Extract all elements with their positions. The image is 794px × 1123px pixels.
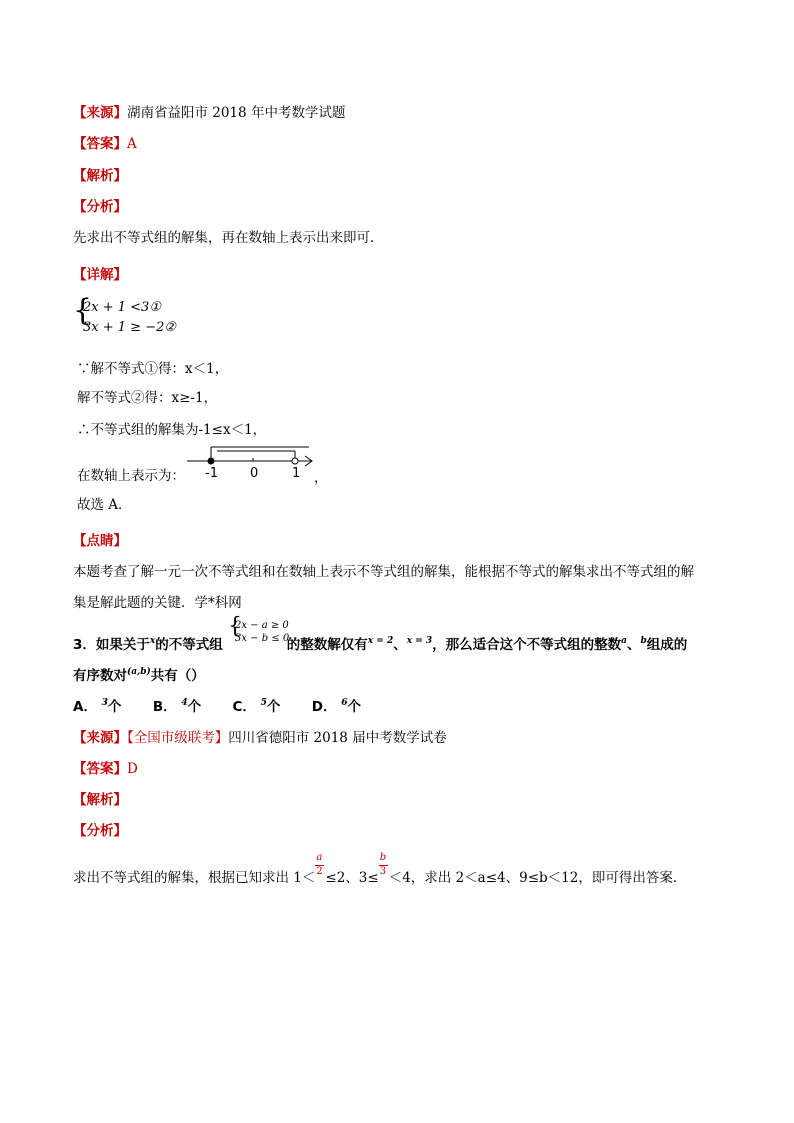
source-tag-2b: 【全国市级联考】	[127, 730, 229, 746]
answer-tag: 【答案】	[73, 136, 127, 152]
question-3-line-2	[73, 664, 205, 684]
open-endpoint-dot	[292, 458, 298, 464]
source-tag-2: 【来源】	[73, 730, 127, 746]
closed-endpoint-dot	[208, 458, 214, 464]
q3-text-1: 如果关于	[95, 637, 150, 653]
system-row-2: 3x + 1 ≥ −2②	[83, 320, 177, 335]
option-a[interactable]: A． $^3$个	[73, 698, 122, 715]
source-text-2: 四川省德阳市 2018 届中考数学试卷	[228, 730, 447, 746]
final-text-1: 求出不等式组的解集，根据已知求出 1＜	[73, 870, 316, 886]
inequality-system-1	[73, 293, 213, 340]
step-1: ∵解不等式①得：x＜1，	[77, 361, 229, 377]
numberline-label: 在数轴上表示为：	[77, 468, 185, 484]
q3-var-b: b	[640, 636, 647, 646]
number-line-tick-label: 0	[250, 466, 259, 481]
system-brace-2: {	[228, 614, 242, 639]
option-c[interactable]: C． $^5$个	[232, 698, 281, 715]
number-line-tick-label: 1	[292, 466, 301, 481]
option-d[interactable]: D． $^6$个	[311, 698, 361, 715]
q3-line2-text-1: 有序数对	[73, 668, 127, 684]
q3-var-a: a	[621, 636, 627, 646]
step-2: 解不等式②得：x≥-1，	[77, 390, 218, 406]
q3-eq-1: x = 2	[367, 636, 394, 646]
q3-var-x: x	[149, 636, 156, 646]
q3-sep-2: 、	[627, 637, 641, 653]
q3-pair: (a,b)	[127, 667, 151, 677]
answer-text-2: D	[127, 761, 138, 777]
step-3: ∴不等式组的解集为-1≤x＜1，	[77, 422, 267, 438]
answer-text: A	[127, 136, 137, 152]
question-number: 3．	[73, 637, 96, 653]
source-line-2	[73, 726, 447, 746]
dianjing-line-2: 集是解此题的关键．学*科网	[73, 595, 242, 611]
q3-options	[73, 695, 361, 715]
source-text: 湖南省益阳市 2018 年中考数学试题	[127, 105, 346, 121]
dianjing-tag: 【点睛】	[73, 533, 127, 549]
q3-text-3: 的整数解仅有	[286, 637, 368, 653]
system-row-1: 2x + 1 <3①	[83, 300, 161, 315]
source-line-1	[73, 101, 345, 121]
option-b[interactable]: B． $^4$个	[152, 698, 202, 715]
answer-tag-2: 【答案】	[73, 761, 127, 777]
fenxi-text-1: 先求出不等式组的解集，再在数轴上表示出来即可．	[73, 230, 384, 246]
number-line-tick-label: -1	[205, 466, 218, 481]
analysis-tag-2: 【解析】	[73, 792, 127, 808]
q3-text-2: 的不等式组	[155, 637, 223, 653]
system-brace: {	[73, 293, 93, 328]
fraction-a-over-2: $\frac{a}{2}$	[316, 852, 323, 877]
q3-line2-text-2: 共有（）	[150, 668, 205, 684]
q3-text-4: ，那么适合这个不等式组的整数	[432, 637, 622, 653]
question-3-line-1	[73, 633, 687, 653]
final-line	[73, 852, 687, 886]
conclusion: 故选 A．	[77, 497, 132, 513]
q3-system-row-1: 2x − a ≥ 0	[235, 620, 289, 631]
inequality-system-2	[228, 614, 292, 648]
final-text-2: ≤2、3≤	[325, 870, 379, 886]
q3-system-row-2: 3x − b ≤ 0	[235, 633, 290, 644]
source-tag: 【来源】	[73, 105, 127, 121]
q3-text-5: 组成的	[646, 637, 688, 653]
answer-line-1	[73, 132, 137, 152]
final-text-3: ＜4，求出 2＜a≤4、9≤b＜12，即可得出答案．	[388, 870, 687, 886]
fraction-b-over-3: $\frac{b}{3}$	[379, 852, 387, 877]
fenxi-tag-1: 【分析】	[73, 199, 127, 215]
detail-tag-1: 【详解】	[73, 267, 127, 283]
answer-line-2	[73, 757, 138, 777]
dianjing-line-1: 本题考查了解一元一次不等式组和在数轴上表示不等式组的解集，能根据不等式的解集求出不等式组的解	[73, 564, 694, 580]
fenxi-tag-2: 【分析】	[73, 823, 127, 839]
q3-eq-2: x = 3	[406, 636, 433, 646]
number-line-figure	[185, 441, 320, 483]
numberline-comma: ，	[314, 470, 328, 486]
q3-sep-1: 、	[393, 637, 407, 653]
analysis-tag-1: 【解析】	[73, 168, 127, 184]
